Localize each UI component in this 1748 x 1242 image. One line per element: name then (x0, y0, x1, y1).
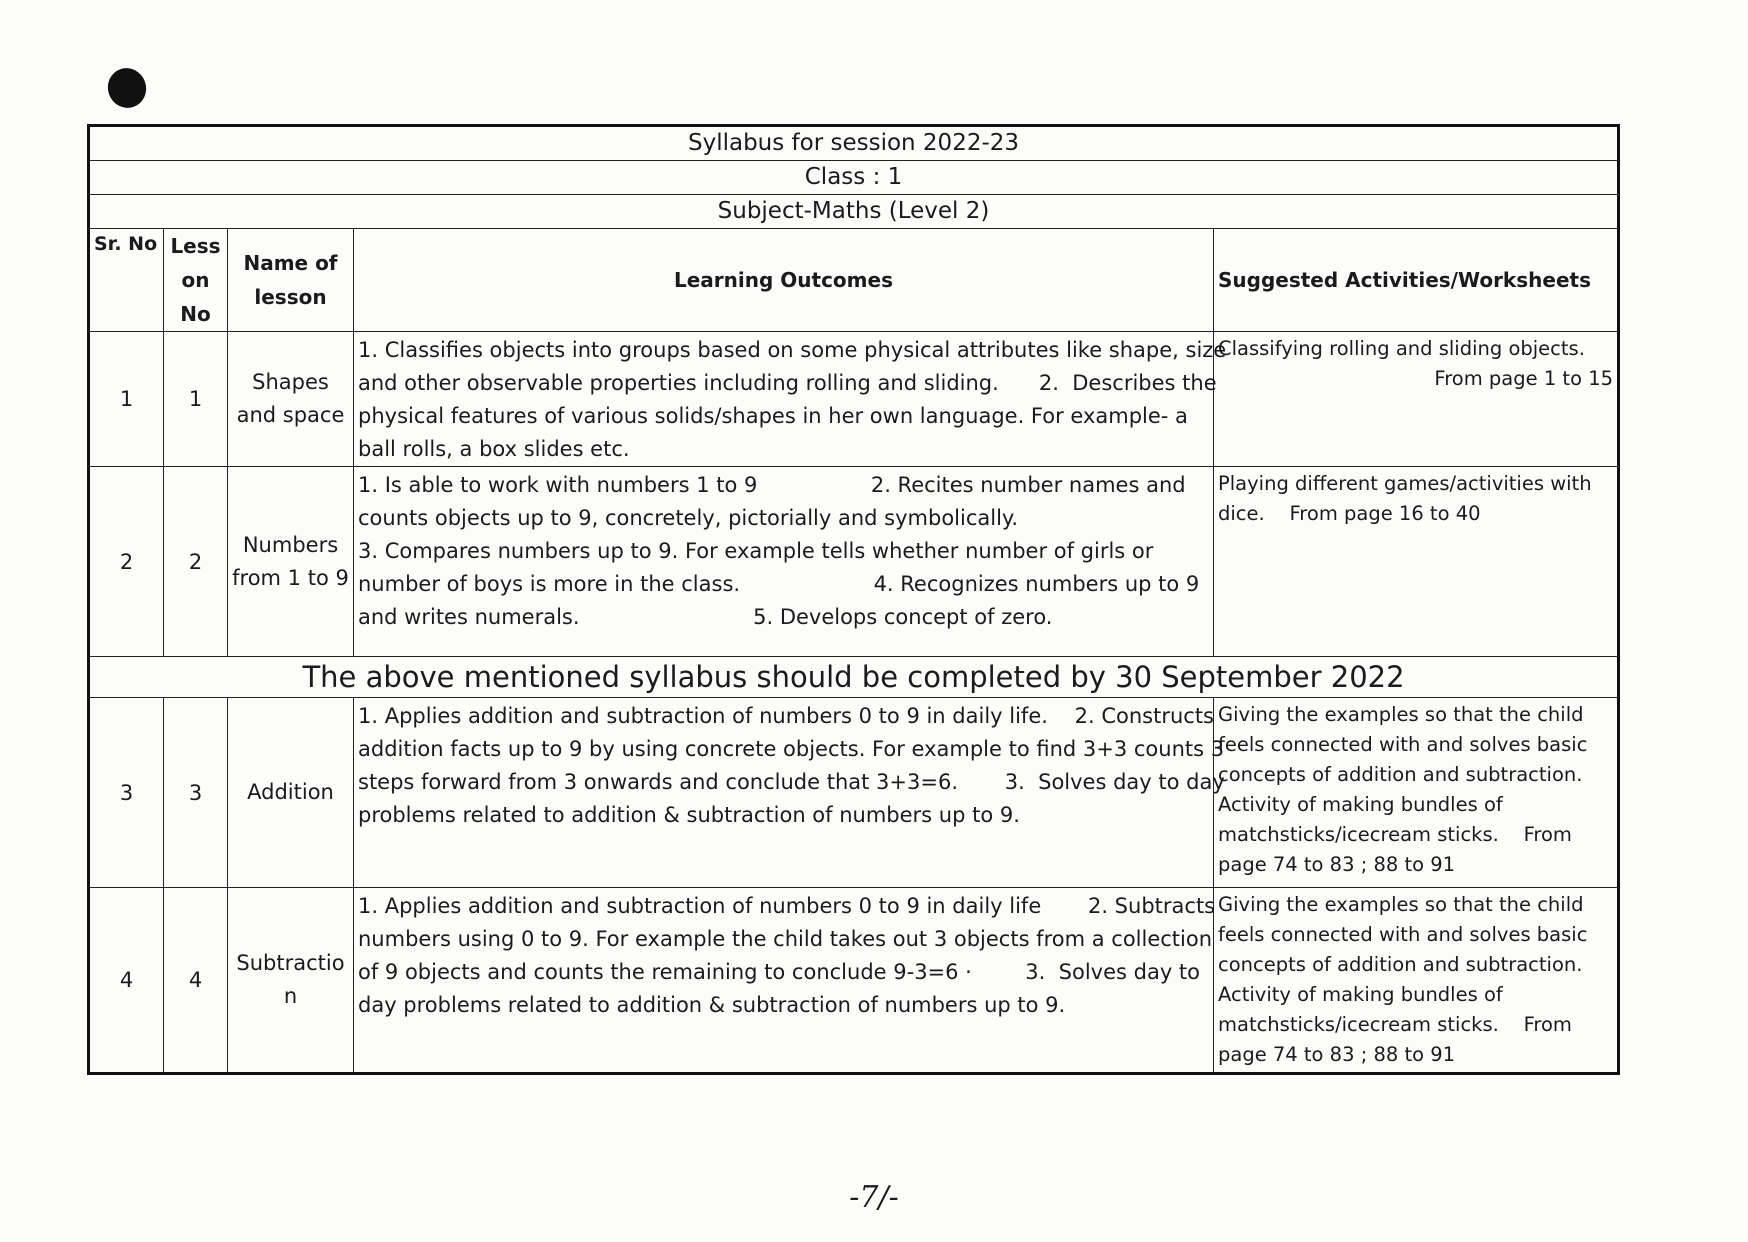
col-header-sr-no: Sr. No (89, 229, 164, 332)
activity-line: feels connected with and solves basic (1218, 733, 1588, 756)
outcome-line: counts objects up to 9, concretely, pictorially and symbolically. (358, 506, 1019, 530)
page-number: -7/- (849, 1180, 899, 1215)
sr-no-cell: 3 (89, 698, 164, 888)
col-header-lesson-name-line1: Name of (243, 251, 338, 275)
deadline-note: The above mentioned syllabus should be completed by 30 September 2022 (89, 657, 1619, 698)
table-header-row (89, 229, 1619, 332)
subject-label: Subject-Maths (Level 2) (89, 195, 1619, 229)
outcome-line: addition facts up to 9 by using concrete objects. For example to find 3+3 counts 3 (358, 737, 1225, 761)
activity-line: Giving the examples so that the child (1218, 703, 1584, 726)
activity-line: Activity of making bundles of (1218, 793, 1503, 816)
outcome-line: 3. Compares numbers up to 9. For example tells whether number of girls or (358, 539, 1154, 563)
punch-hole (102, 63, 151, 114)
outcome-line: and writes numerals. 5. Develops concept of zero. (358, 605, 1053, 629)
col-header-lesson-name-line2: lesson (254, 285, 327, 309)
activity-line: Classifying rolling and sliding objects. (1218, 337, 1585, 360)
outcome-line: numbers using 0 to 9. For example the child takes out 3 objects from a collection (358, 927, 1213, 951)
rows-after-deadline (89, 698, 1619, 1074)
activity-page-range: From page 1 to 15 (1434, 367, 1614, 390)
outcome-line: 1. Classifies objects into groups based on some physical attributes like shape, size (358, 338, 1227, 362)
activity-line: feels connected with and solves basic (1218, 923, 1588, 946)
col-header-lesson-no-line2: on (181, 268, 210, 292)
sr-no-cell: 4 (89, 888, 164, 1074)
lesson-no-cell: 4 (164, 888, 228, 1074)
activity-line: concepts of addition and subtraction. (1218, 763, 1583, 786)
lesson-name-cell (228, 698, 354, 888)
outcome-line: day problems related to addition & subtraction of numbers up to 9. (358, 993, 1066, 1017)
col-header-lesson-no (164, 229, 228, 332)
activities-cell (1214, 698, 1619, 888)
outcome-line: and other observable properties including rolling and sliding. 2. Describes the (358, 371, 1217, 395)
learning-outcomes-cell (354, 467, 1214, 657)
activities-cell (1214, 467, 1619, 657)
activity-line: Playing different games/activities with (1218, 472, 1592, 495)
outcome-line: ball rolls, a box slides etc. (358, 437, 630, 461)
activity-line: page 74 to 83 ; 88 to 91 (1218, 853, 1456, 876)
learning-outcomes-cell (354, 698, 1225, 888)
lesson-name-line: n (283, 984, 298, 1008)
activity-line: Giving the examples so that the child (1218, 893, 1584, 916)
outcome-line: 1. Applies addition and subtraction of numbers 0 to 9 in daily life 2. Subtracts (358, 894, 1216, 918)
lesson-name-cell (228, 888, 354, 1074)
lesson-name-line: from 1 to 9 (232, 565, 349, 590)
outcome-line: 1. Applies addition and subtraction of numbers 0 to 9 in daily life. 2. Constructs (358, 704, 1214, 728)
learning-outcomes-cell (354, 888, 1214, 1074)
table-row (89, 467, 1619, 657)
class-label: Class : 1 (89, 161, 1619, 195)
col-header-lesson-name (228, 229, 354, 332)
outcome-line: number of boys is more in the class. 4. Recognizes numbers up to 9 (358, 572, 1200, 596)
activity-line: matchsticks/icecream sticks. From (1218, 1013, 1572, 1036)
lesson-name-line: Subtractio (236, 951, 345, 975)
activity-line: matchsticks/icecream sticks. From (1218, 823, 1572, 846)
lesson-name-cell (228, 467, 354, 657)
activities-cell (1214, 888, 1619, 1074)
activity-line: concepts of addition and subtraction. (1218, 953, 1583, 976)
lesson-name-cell (228, 332, 354, 467)
lesson-name-line: Shapes (252, 370, 329, 394)
table-row (89, 698, 1619, 888)
lesson-name-line: Addition (247, 780, 334, 804)
outcome-line: problems related to addition & subtraction of numbers up to 9. (358, 803, 1020, 827)
lesson-no-cell: 1 (164, 332, 228, 467)
sr-no-cell: 2 (89, 467, 164, 657)
lesson-name-line: Numbers (242, 532, 339, 557)
learning-outcomes-cell (354, 332, 1227, 467)
outcome-line: 1. Is able to work with numbers 1 to 9 2. Recites number names and (358, 473, 1186, 497)
outcome-line: steps forward from 3 onwards and conclude that 3+3=6. 3. Solves day to day (358, 770, 1225, 794)
activity-line: dice. From page 16 to 40 (1218, 502, 1481, 525)
activity-line: page 74 to 83 ; 88 to 91 (1218, 1043, 1456, 1066)
col-header-lesson-no-line1: Less (170, 234, 221, 258)
syllabus-title: Syllabus for session 2022-23 (89, 126, 1619, 161)
table-row (89, 332, 1619, 467)
lesson-name-line: and space (236, 403, 345, 427)
table-row (89, 888, 1619, 1074)
activities-cell (1214, 332, 1619, 467)
col-header-activities: Suggested Activities/Worksheets (1214, 229, 1619, 332)
lesson-no-cell: 3 (164, 698, 228, 888)
lesson-no-cell: 2 (164, 467, 228, 657)
sr-no-cell: 1 (89, 332, 164, 467)
col-header-learning-outcomes: Learning Outcomes (354, 229, 1214, 332)
rows-before-deadline (89, 332, 1619, 657)
outcome-line: physical features of various solids/shapes in her own language. For example- a (358, 404, 1188, 428)
outcome-line: of 9 objects and counts the remaining to conclude 9-3=6 · 3. Solves day to (358, 960, 1201, 984)
activity-line: Activity of making bundles of (1218, 983, 1503, 1006)
col-header-lesson-no-line3: No (180, 302, 211, 326)
syllabus-table (87, 124, 1620, 1075)
